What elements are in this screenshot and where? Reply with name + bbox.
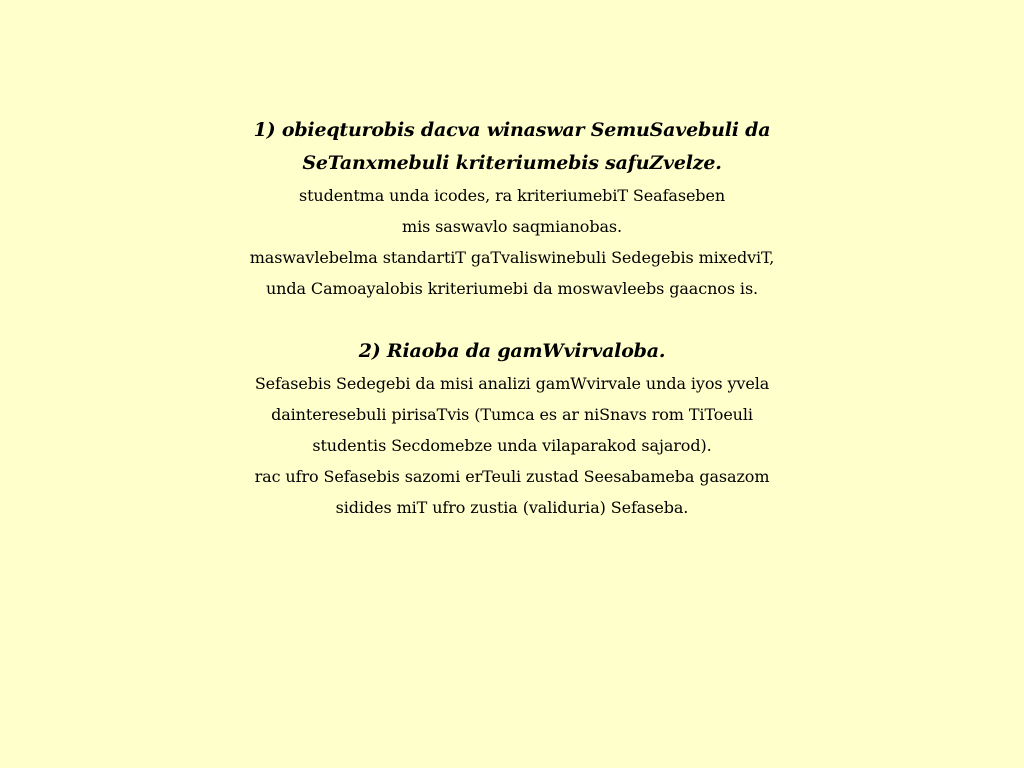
section-spacer: [190, 304, 834, 335]
section-2-body-line-4: rac ufro Sefasebis sazomi erTeuli zustad Seesabameba gasazom: [254, 467, 770, 486]
section-2-body-line-2: dainteresebuli pirisaTvis (Tumca es ar niSnavs rom TiToeuli: [271, 405, 753, 424]
section-1-body-line-4: unda Camoayalobis kriteriumebi da moswavleebs gaacnos is.: [265, 279, 759, 298]
section-1-heading-line-1: 1) obieqturobis dacva winaswar SemuSavebuli da: [253, 119, 771, 141]
section-1-heading-line-2: SeTanxmebuli kriteriumebis safuZvelze.: [302, 152, 722, 174]
section-2-heading-line-1: 2) Riaoba da gamWvirvaloba.: [358, 340, 666, 362]
section-2-body-line-5: sidides miT ufro zustia (validuria) Sefaseba.: [335, 498, 689, 517]
section-transparency: [190, 335, 834, 523]
section-2-body-line-3: studentis Secdomebze unda vilaparakod sajarod).: [312, 436, 712, 455]
slide-content: [190, 114, 834, 523]
section-1-body-line-1: studentma unda icodes, ra kriteriumebiT Seafaseben: [298, 186, 726, 205]
section-objectivity: [190, 114, 834, 304]
section-1-body-line-2: mis saswavlo saqmianobas.: [402, 217, 622, 236]
section-1-body-line-3: maswavlebelma standartiT gaTvaliswinebuli Sedegebis mixedviT,: [249, 248, 775, 267]
section-2-body-line-1: Sefasebis Sedegebi da misi analizi gamWvirvale unda iyos yvela: [254, 374, 770, 393]
